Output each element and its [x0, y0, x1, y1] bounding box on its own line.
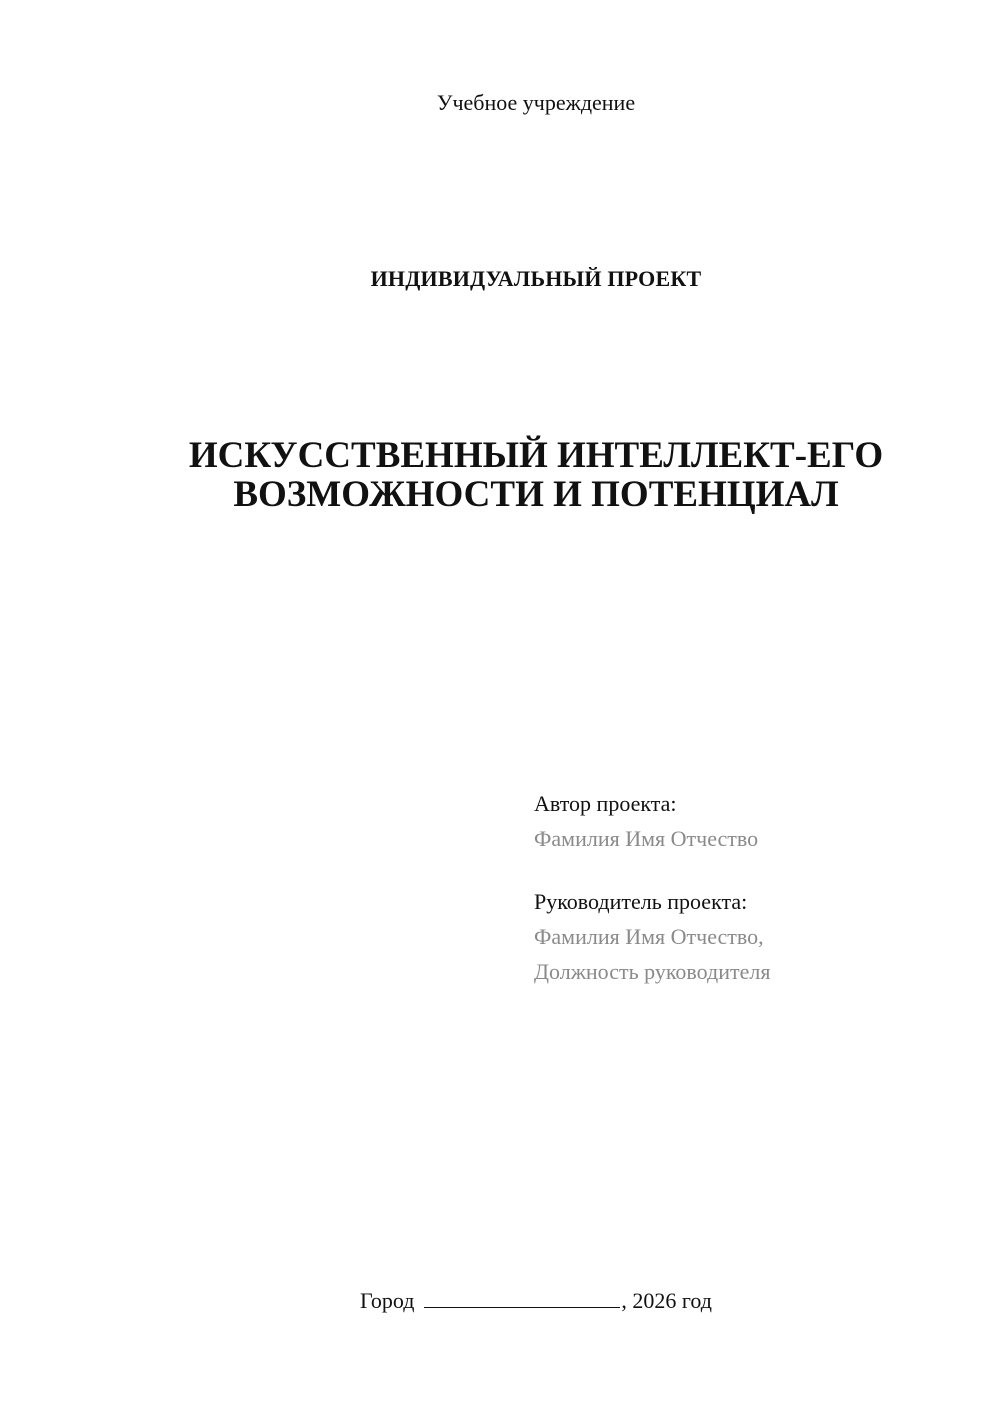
- supervisor-position: Должность руководителя: [534, 959, 771, 984]
- project-title-line-1: ИСКУССТВЕННЫЙ ИНТЕЛЛЕКТ-ЕГО: [188, 435, 884, 476]
- project-title-line-2: ВОЗМОЖНОСТИ И ПОТЕНЦИАЛ: [233, 474, 839, 515]
- author-label: Автор проекта:: [534, 791, 677, 816]
- credits-block: [534, 786, 974, 989]
- city-blank-underline: [424, 1289, 620, 1308]
- project-title: [36, 436, 1000, 514]
- year-text: , 2026 год: [621, 1288, 712, 1313]
- supervisor-name: Фамилия Имя Отчество,: [534, 924, 764, 949]
- institution-name: Учебное учреждение: [436, 90, 636, 115]
- credits-spacer: [534, 856, 974, 884]
- city-label: Город: [360, 1288, 415, 1313]
- supervisor-label: Руководитель проекта:: [534, 889, 748, 914]
- city-year-line: [36, 1288, 1000, 1314]
- author-name: Фамилия Имя Отчество: [534, 826, 759, 851]
- project-type-heading: ИНДИВИДУАЛЬНЫЙ ПРОЕКТ: [370, 266, 702, 291]
